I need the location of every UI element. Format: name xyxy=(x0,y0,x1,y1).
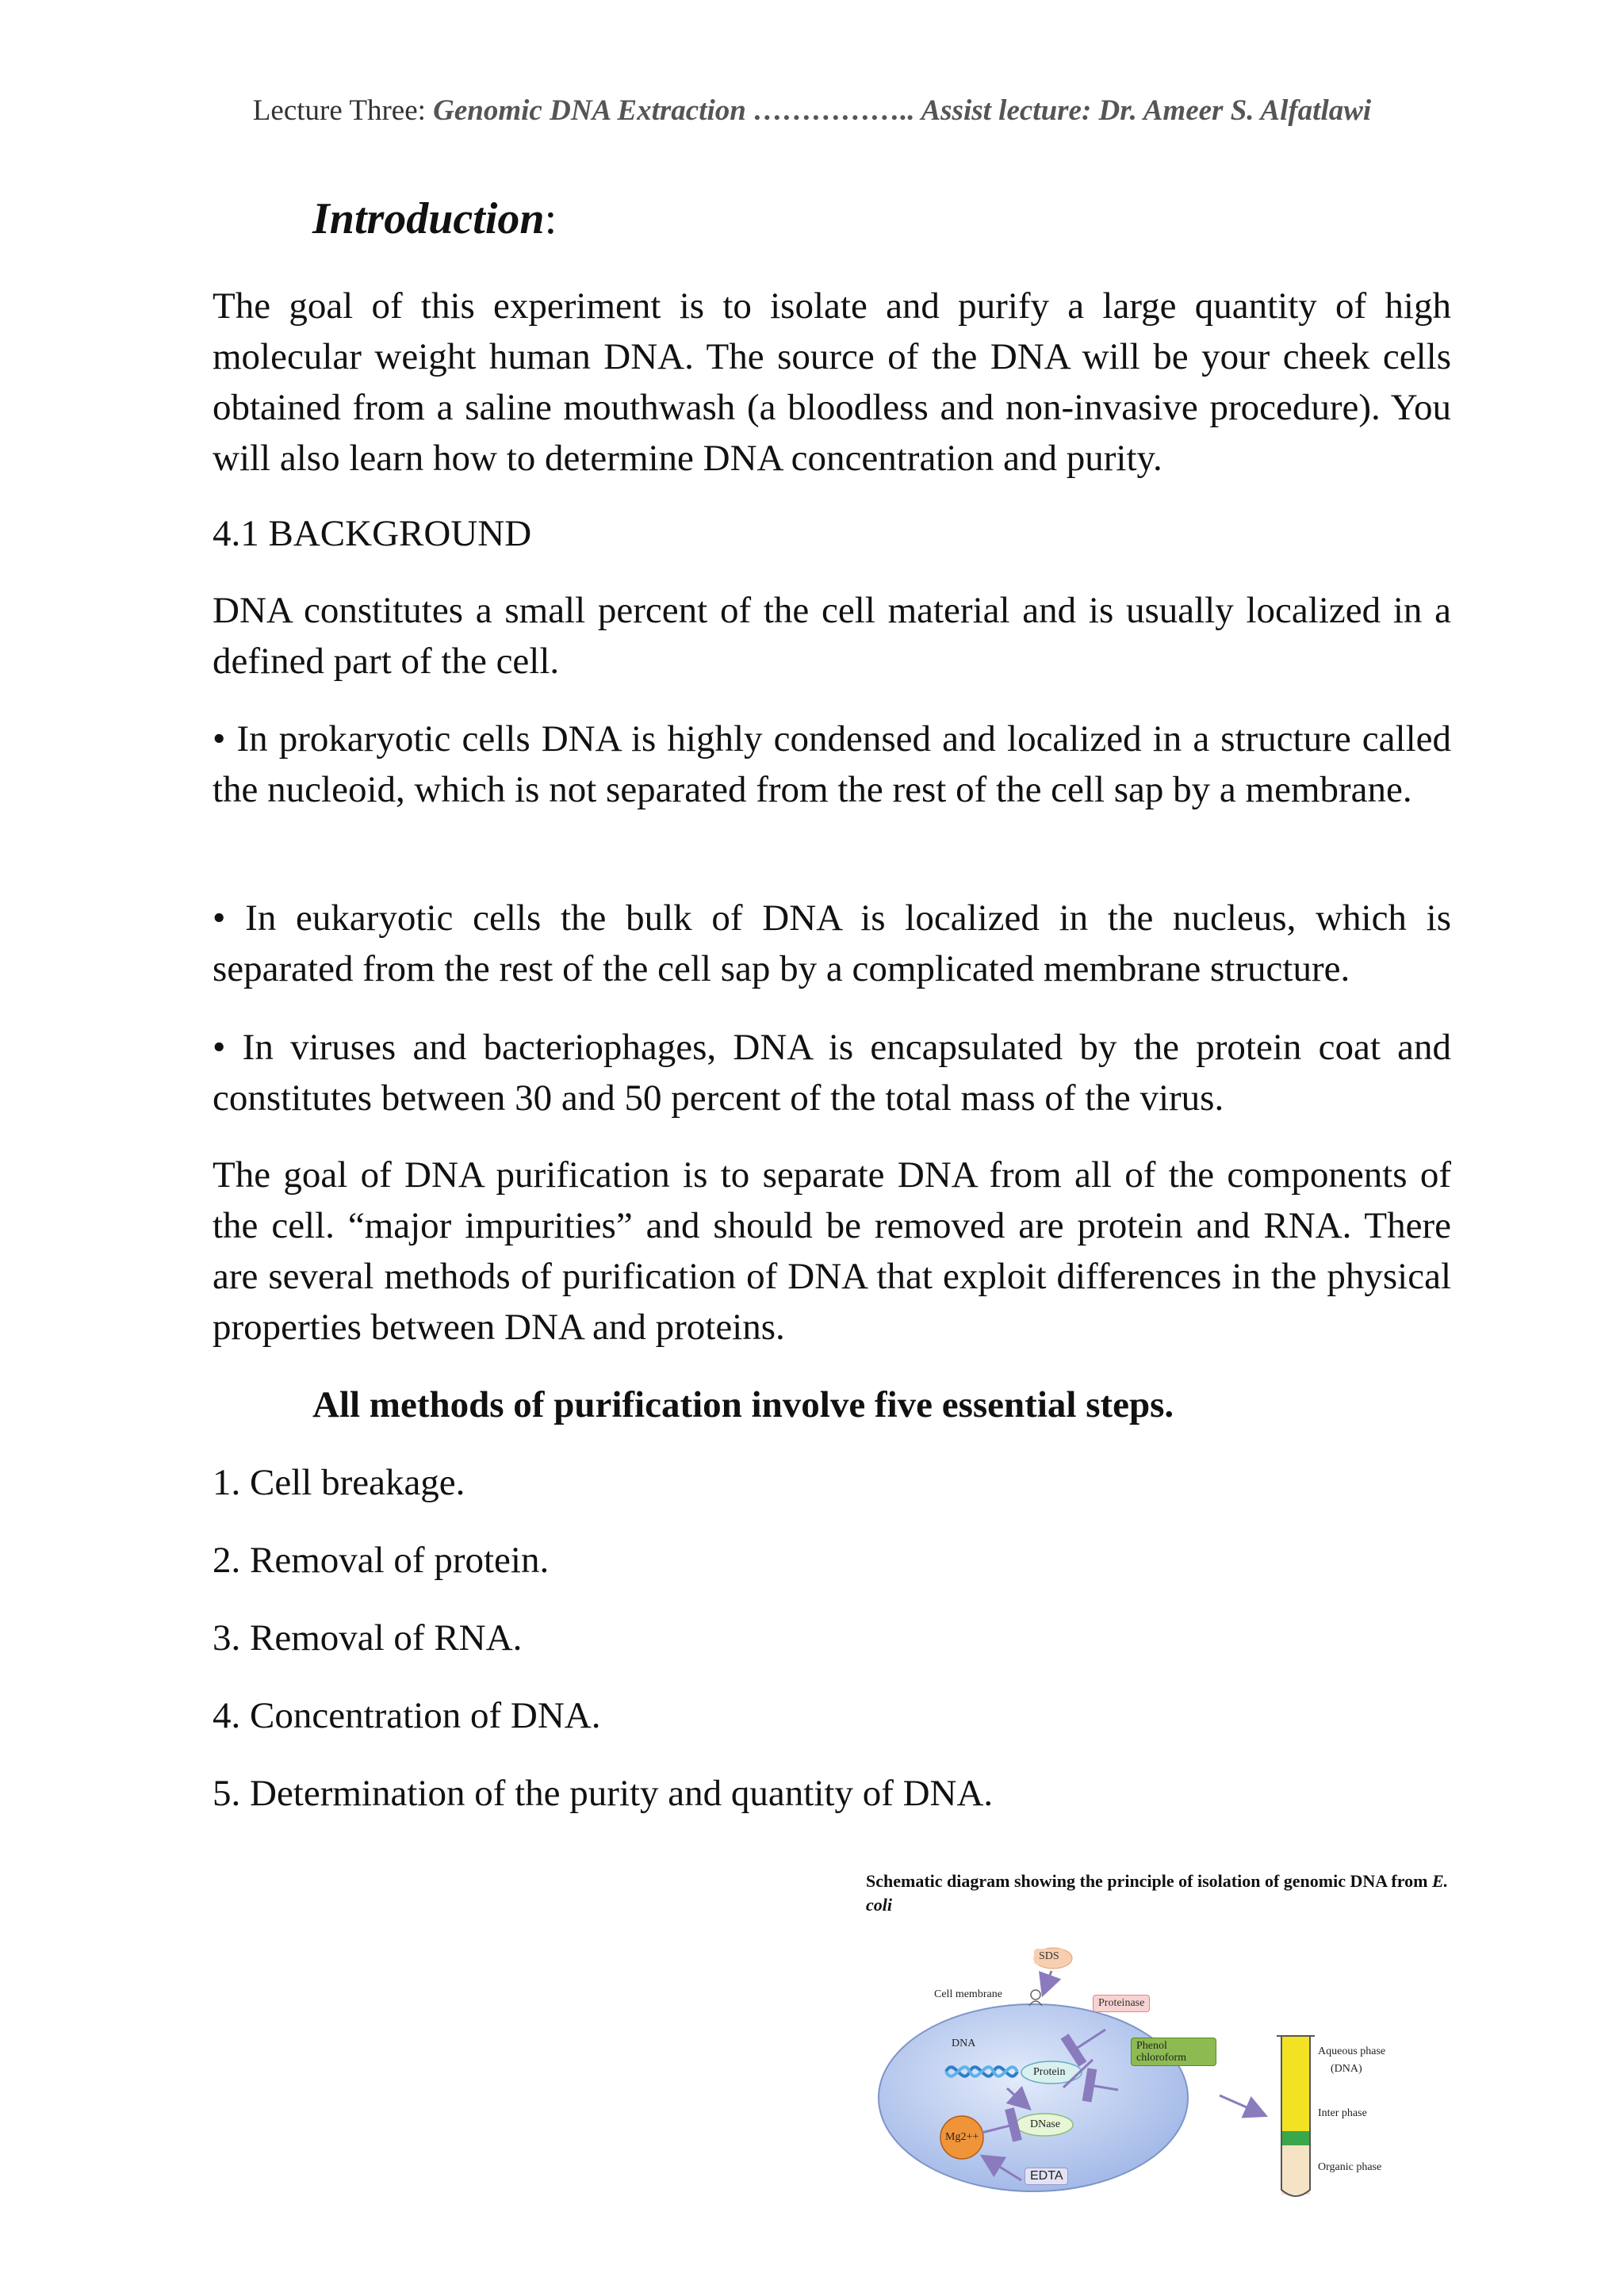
step-4: 4. Concentration of DNA. xyxy=(213,1695,601,1736)
bullet-viruses: • In viruses and bacteriophages, DNA is encapsulated by the protein coat and constitutes between 30 and 50 percent of the total mass of the virus. xyxy=(213,1027,1451,1119)
header-prefix: Lecture Three: xyxy=(252,94,434,127)
phenol-label: Phenol xyxy=(1136,2040,1167,2052)
protein-label: Protein xyxy=(1033,2066,1066,2078)
diagram-title-organism: E. coli xyxy=(866,1871,1449,1915)
intro-heading-colon: : xyxy=(544,194,557,243)
purification-paragraph: The goal of DNA purification is to separate DNA from all of the components of the cell. “major impurities” and should be removed are protein and RNA. There are several methods of purification of DNA that exploit differences in the physical properties between DNA and proteins. xyxy=(213,1154,1451,1348)
dnase-label: DNase xyxy=(1030,2118,1061,2130)
header-title: Genomic DNA Extraction …………….. Assist lecture: Dr. Ameer S. Alfatlawi xyxy=(433,94,1372,127)
aqueous-phase-dna-label: (DNA) xyxy=(1331,2063,1362,2075)
edta-label: EDTA xyxy=(1025,2168,1068,2185)
step-2: 2. Removal of protein. xyxy=(213,1540,550,1581)
organic-phase-label: Organic phase xyxy=(1318,2161,1382,2173)
diagram-title-text: Schematic diagram showing the principle of isolation of genomic DNA from xyxy=(866,1871,1432,1891)
phenol-chloroform-box xyxy=(1131,2038,1216,2066)
proteinase-label: Proteinase xyxy=(1093,1995,1150,2012)
bullet-eukaryotic: • In eukaryotic cells the bulk of DNA is localized in the nucleus, which is separated from the rest of the cell sap by a complicated membrane structure. xyxy=(213,897,1451,989)
background-heading: 4.1 BACKGROUND xyxy=(213,513,532,554)
intro-heading xyxy=(312,193,557,244)
chloroform-label: chloroform xyxy=(1136,2052,1186,2064)
intro-paragraph: The goal of this experiment is to isolate and purify a large quantity of high molecular weight human DNA. The source of the DNA will be your cheek cells obtained from a saline mouthwash (a bloodless and non-invasive procedure). You will also learn how to determine DNA concentration and purity. xyxy=(213,285,1451,479)
background-paragraph-1: DNA constitutes a small percent of the cell material and is usually localized in a defined part of the cell. xyxy=(213,590,1451,682)
membrane-pore xyxy=(1031,1990,1040,1999)
aqueous-phase-label: Aqueous phase xyxy=(1318,2045,1386,2057)
cell-membrane-label: Cell membrane xyxy=(934,1988,1002,2000)
step-5: 5. Determination of the purity and quantity of DNA. xyxy=(213,1773,994,1814)
page-header xyxy=(0,94,1624,128)
centrifuge-tube xyxy=(1277,2036,1315,2196)
inter-phase-label: Inter phase xyxy=(1318,2107,1367,2119)
dna-isolation-diagram xyxy=(863,1869,1450,2210)
cell-body xyxy=(879,2004,1188,2191)
mg-label: Mg2++ xyxy=(945,2131,979,2143)
step-3: 3. Removal of RNA. xyxy=(213,1617,523,1659)
bullet-prokaryotic: • In prokaryotic cells DNA is highly condensed and localized in a structure called the nucleoid, which is not separated from the rest of the cell sap by a membrane. xyxy=(213,718,1451,810)
intro-heading-text: Introduction xyxy=(312,194,545,243)
step-1: 1. Cell breakage. xyxy=(213,1462,465,1503)
sds-label: SDS xyxy=(1034,1949,1064,1965)
dna-label: DNA xyxy=(952,2038,976,2049)
steps-heading: All methods of purification involve five essential steps. xyxy=(312,1384,1174,1425)
